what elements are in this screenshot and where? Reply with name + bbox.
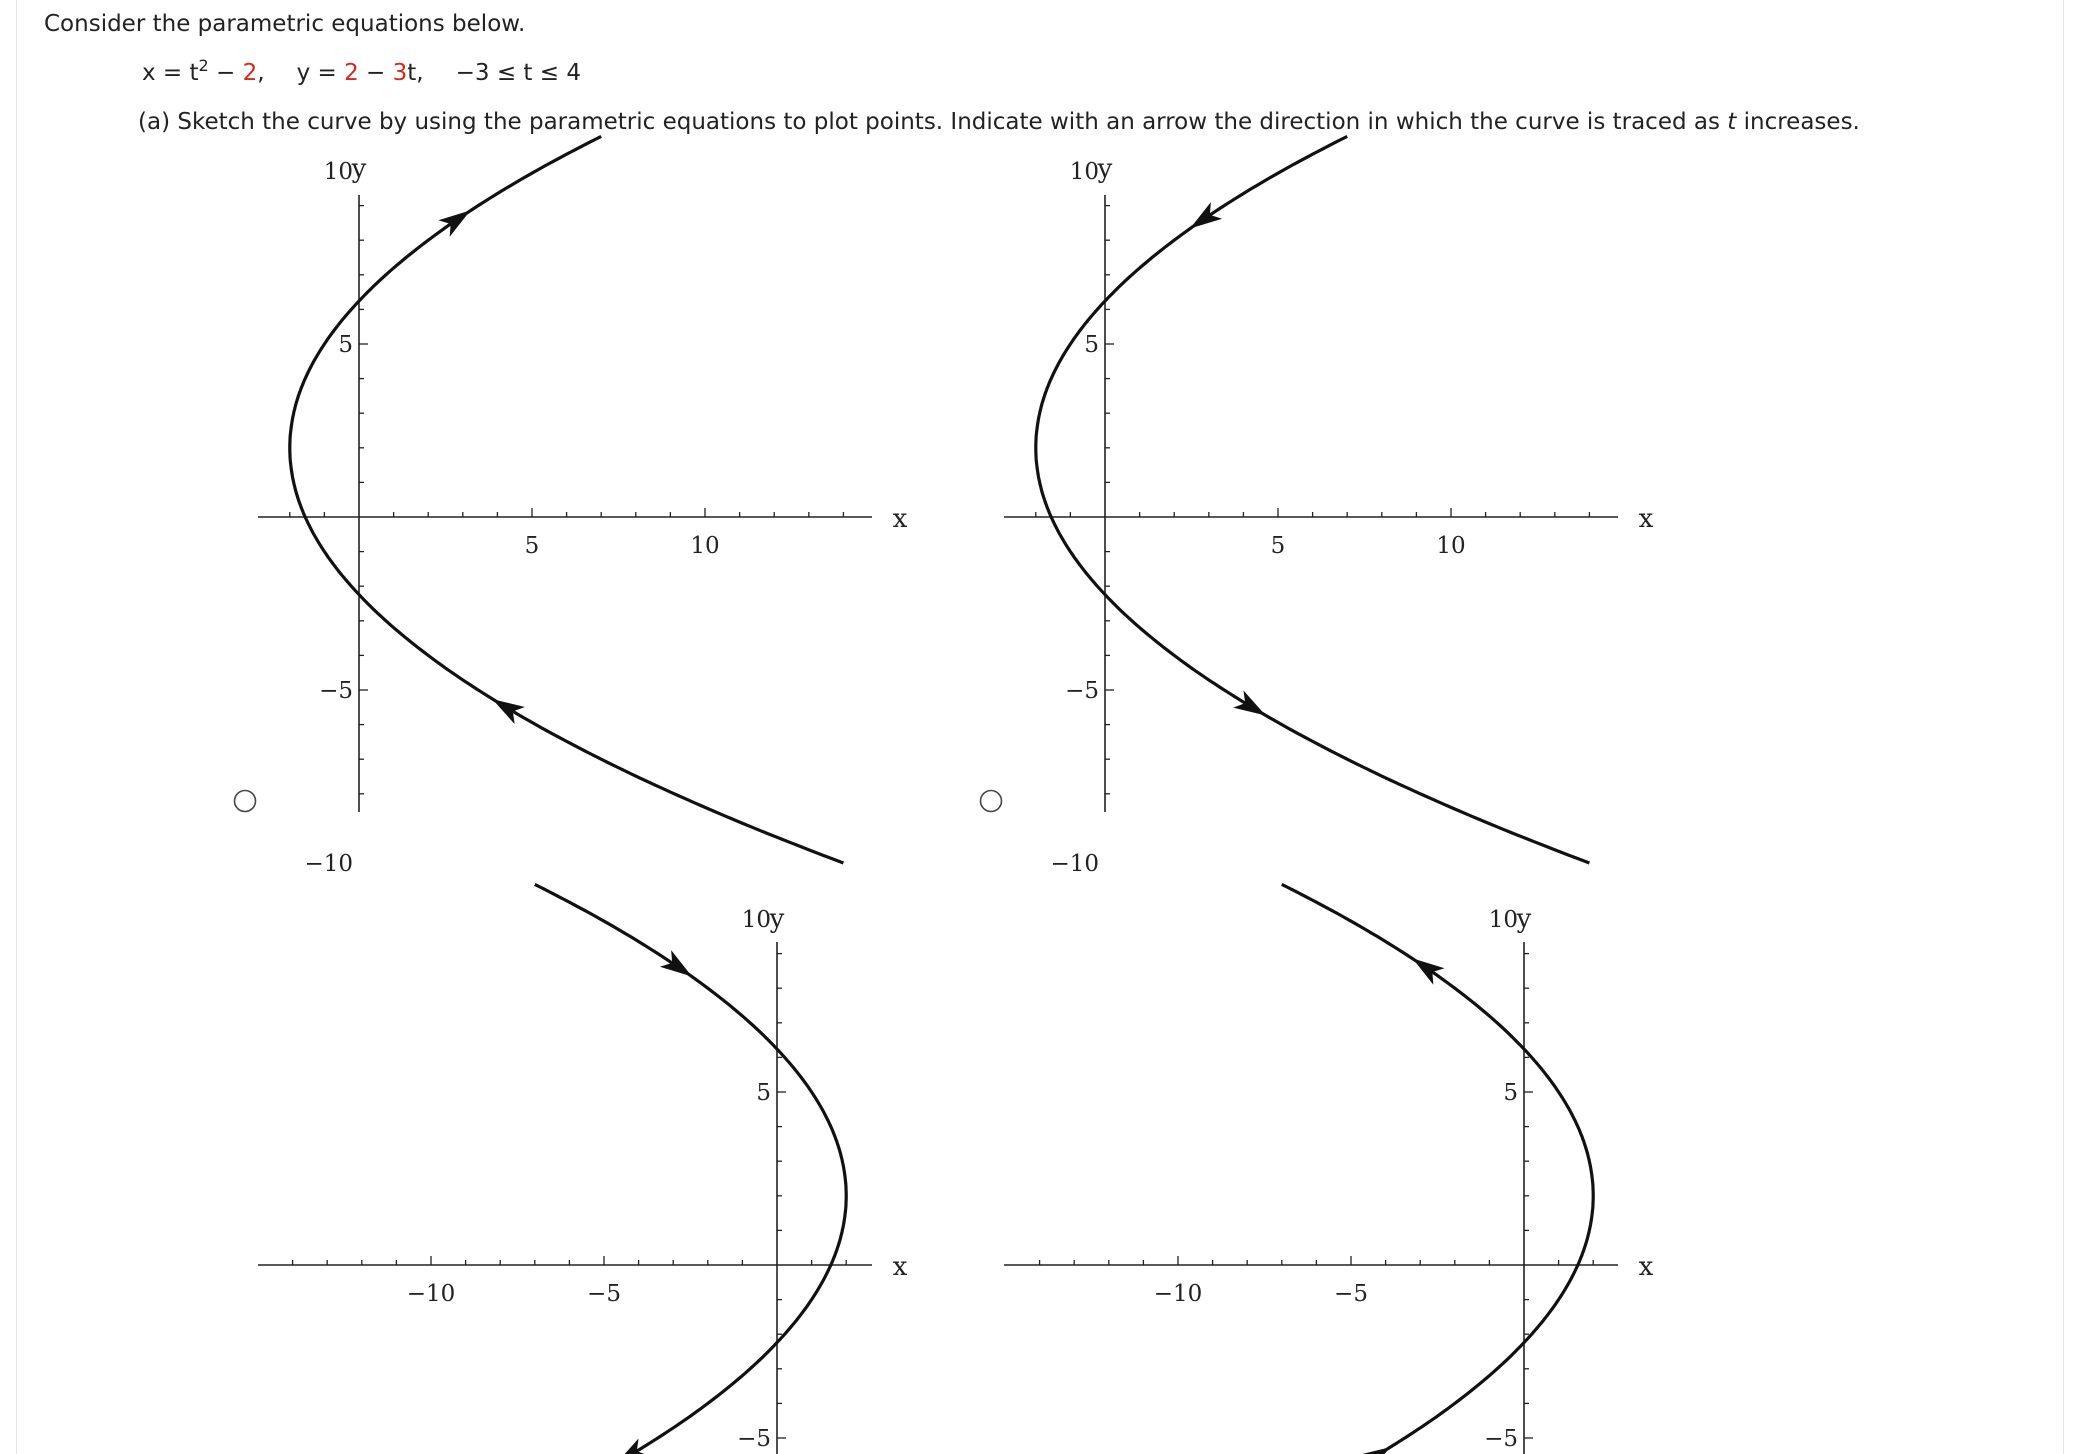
x-tick-label: −10: [406, 1281, 456, 1307]
y-tick-label: −5: [1065, 678, 1099, 704]
x-tick-label: 5: [1270, 533, 1286, 559]
eq-y-minus: −: [358, 60, 393, 86]
y-tick-label: 10: [741, 907, 771, 933]
x-tick-label: −5: [1334, 1281, 1368, 1307]
y-tick-label: 10: [1069, 159, 1099, 185]
direction-arrow: [1413, 958, 1445, 984]
eq-y-var: t,: [407, 60, 424, 86]
x-axis-label: x: [1638, 1252, 1654, 1282]
direction-arrow: [492, 699, 525, 724]
direction-arrow: [1190, 202, 1222, 228]
option-radio-b[interactable]: [981, 791, 1002, 812]
y-axis-label: y: [1516, 904, 1532, 934]
eq-x-lhs: x = t: [142, 60, 199, 86]
eq-x-exponent: 2: [198, 56, 209, 75]
answer-option-c: [258, 884, 908, 1454]
x-tick-label: 5: [524, 533, 540, 559]
x-tick-label: 10: [690, 533, 720, 559]
eq-y-lhs: y =: [296, 60, 345, 86]
eq-x-comma: ,: [257, 60, 265, 86]
y-tick-label: 5: [756, 1080, 771, 1106]
answer-option-d: [1004, 884, 1654, 1454]
x-tick-label: −10: [1153, 1281, 1203, 1307]
question-text: (a) Sketch the curve by using the parametric equations to plot points. Indicate with an arrow the direction in which the curve is traced as: [138, 109, 1728, 135]
y-axis-label: y: [769, 904, 785, 934]
parametric-curve: [293, 884, 847, 1454]
eq-t-range: −3 ≤ t ≤ 4: [455, 60, 581, 86]
y-tick-label: −5: [737, 1426, 771, 1452]
parametric-curve: [1036, 136, 1590, 863]
y-tick-label: −5: [319, 678, 353, 704]
option-radio-a[interactable]: [235, 791, 256, 812]
y-tick-label: −10: [1050, 851, 1099, 877]
x-tick-label: 10: [1436, 533, 1466, 559]
eq-y-coef: 3: [392, 60, 408, 86]
x-axis-label: x: [892, 1252, 908, 1282]
parametric-curve: [1040, 884, 1594, 1454]
y-tick-label: 10: [1488, 907, 1518, 933]
answer-option-a: [235, 136, 908, 877]
question-text-end: increases.: [1736, 109, 1860, 135]
y-axis-label: y: [351, 154, 367, 184]
direction-arrow: [660, 950, 692, 976]
y-tick-label: 5: [1084, 332, 1099, 358]
eq-x-minus: −: [208, 60, 243, 86]
y-tick-label: 5: [338, 332, 353, 358]
eq-x-const: 2: [242, 60, 258, 86]
parametric-curve: [290, 136, 844, 863]
direction-arrow: [438, 210, 470, 236]
x-axis-label: x: [892, 504, 908, 534]
direction-arrow: [1233, 690, 1266, 715]
y-tick-label: 5: [1503, 1080, 1518, 1106]
question-intro: Consider the parametric equations below.: [44, 11, 526, 37]
y-tick-label: −5: [1484, 1426, 1518, 1452]
y-tick-label: −10: [304, 851, 353, 877]
y-tick-label: 10: [323, 159, 353, 185]
x-tick-label: −5: [587, 1281, 621, 1307]
y-axis-label: y: [1097, 154, 1113, 184]
question-variable: t: [1727, 109, 1737, 135]
answer-option-b: [981, 136, 1654, 877]
eq-y-const: 2: [344, 60, 359, 86]
x-axis-label: x: [1638, 504, 1654, 534]
